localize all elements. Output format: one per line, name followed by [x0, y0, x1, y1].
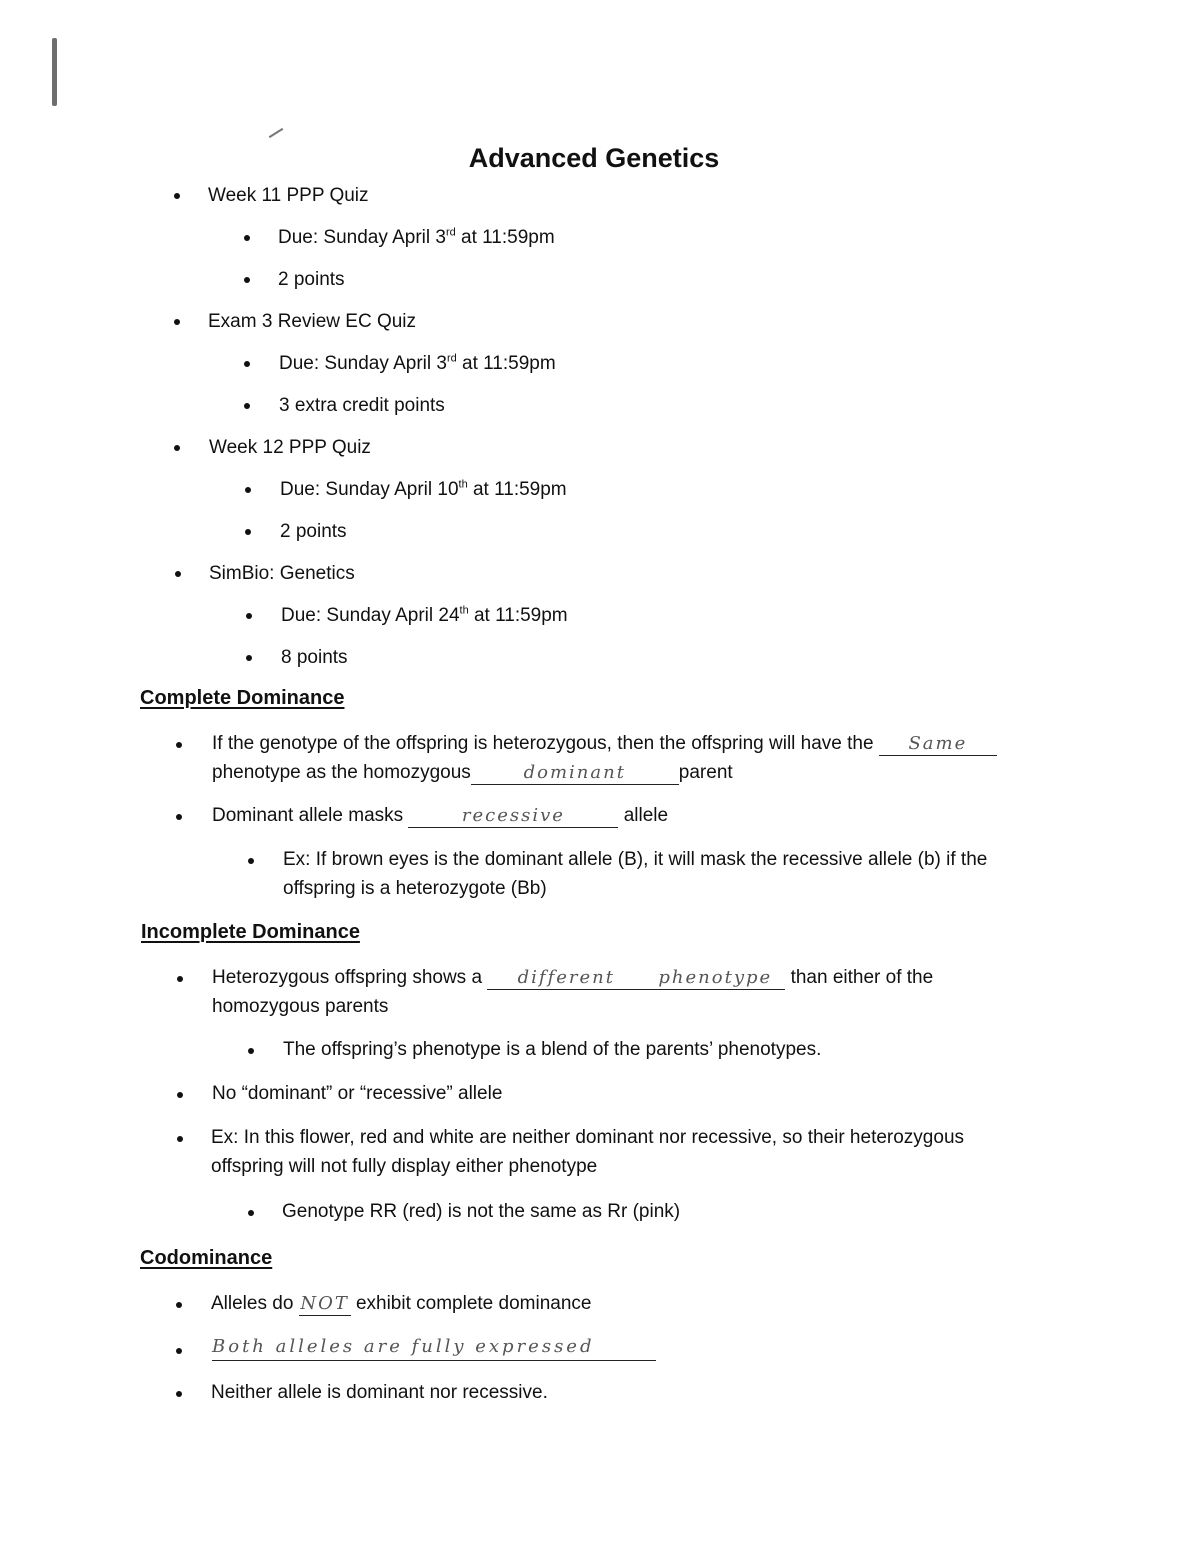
incomplete-dominance-sub-1: The offspring’s phenotype is a blend of the parents’ phenotypes. [283, 1039, 822, 1060]
assignment-2-due: Due: Sunday April 3rd at 11:59pm [279, 352, 556, 374]
bullet [177, 1136, 183, 1142]
complete-dominance-bullet-2: Dominant allele masks recessive allele [212, 805, 669, 826]
complete-dominance-bullet-1-line-1: If the genotype of the offspring is heterozygous, then the offspring will have the Same [212, 730, 997, 758]
heading-codominance: Codominance [140, 1247, 273, 1269]
bullet [176, 814, 182, 820]
assignment-4-points: 8 points [281, 647, 348, 668]
bullet [246, 613, 252, 619]
bullet [244, 277, 250, 283]
bullet [176, 1391, 182, 1397]
bullet [245, 529, 251, 535]
bullet [244, 235, 250, 241]
bullet [244, 361, 250, 367]
bullet [245, 487, 251, 493]
assignment-3-points: 2 points [280, 521, 347, 542]
complete-dominance-example-line-2: offspring is a heterozygote (Bb) [283, 878, 547, 899]
fill-in-blank: dominant [471, 762, 679, 785]
incomplete-dominance-bullet-3-line-1: Ex: In this flower, red and white are neither dominant nor recessive, so their heterozygous [211, 1127, 965, 1148]
incomplete-dominance-bullet-3-line-2: offspring will not fully display either phenotype [211, 1156, 598, 1177]
assignment-4-name: SimBio: Genetics [209, 563, 355, 584]
fill-in-blank: NOT [300, 1293, 349, 1314]
fill-in-blank: phenotype [645, 967, 785, 990]
bullet [176, 1302, 182, 1308]
fill-in-blank: Same [879, 733, 997, 756]
bullet [174, 319, 180, 325]
bullet [174, 193, 180, 199]
bullet [248, 858, 254, 864]
page-title: Advanced Genetics [468, 143, 720, 173]
incomplete-dominance-sub-2: Genotype RR (red) is not the same as Rr (pink) [282, 1201, 681, 1222]
bullet [176, 1348, 182, 1354]
handwritten-answer-line: Both alleles are fully expressed [212, 1334, 656, 1361]
bullet [177, 976, 183, 982]
scan-artifact-mark [52, 38, 57, 106]
complete-dominance-bullet-1-line-2: phenotype as the homozygous dominant parent [212, 762, 733, 783]
fill-in-blank: recessive [408, 805, 618, 828]
bullet [248, 1210, 254, 1216]
bullet [177, 1092, 183, 1098]
fill-in-blank: different [487, 967, 645, 990]
scan-artifact-tick [269, 128, 284, 138]
bullet [176, 742, 182, 748]
heading-complete-dominance: Complete Dominance [140, 687, 345, 709]
codominance-bullet-1: Alleles do NOT exhibit complete dominance [211, 1293, 592, 1314]
incomplete-dominance-bullet-1-line-1: Heterozygous offspring shows a different phenotype than either of the [212, 967, 934, 988]
heading-incomplete-dominance: Incomplete Dominance [141, 921, 360, 943]
bullet [174, 445, 180, 451]
assignment-1-due: Due: Sunday April 3rd at 11:59pm [278, 226, 555, 248]
incomplete-dominance-bullet-2: No “dominant” or “recessive” allele [212, 1083, 503, 1104]
assignment-2-name: Exam 3 Review EC Quiz [208, 311, 417, 332]
assignment-1-points: 2 points [278, 269, 345, 290]
assignment-3-name: Week 12 PPP Quiz [209, 437, 371, 458]
assignment-4-due: Due: Sunday April 24th at 11:59pm [281, 604, 568, 626]
bullet [246, 655, 252, 661]
incomplete-dominance-bullet-1-line-2: homozygous parents [212, 996, 389, 1017]
complete-dominance-example-line-1: Ex: If brown eyes is the dominant allele (B), it will mask the recessive allele (b) if the [283, 849, 988, 870]
bullet [244, 403, 250, 409]
bullet [248, 1048, 254, 1054]
assignment-3-due: Due: Sunday April 10th at 11:59pm [280, 478, 567, 500]
codominance-bullet-3: Neither allele is dominant nor recessive. [211, 1382, 548, 1403]
bullet [175, 571, 181, 577]
assignment-2-points: 3 extra credit points [279, 395, 445, 416]
assignment-1-name: Week 11 PPP Quiz [208, 185, 369, 206]
